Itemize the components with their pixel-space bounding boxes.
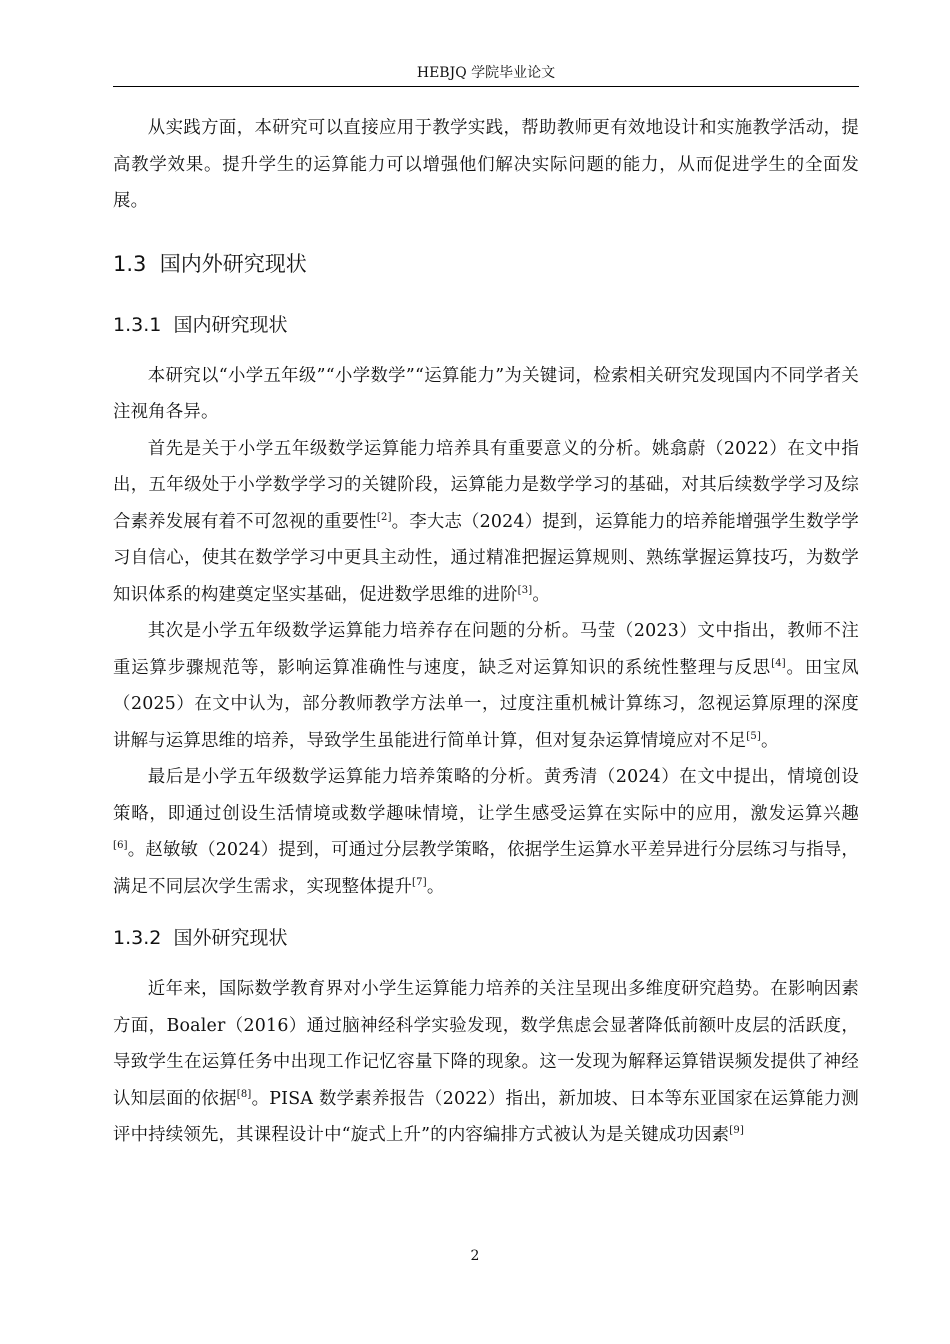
paragraph-international (113, 971, 859, 1154)
paragraph-text: 。李大志（2024）提到，运算能力的培养能增强学生数学学习自信心，使其在数学学习中更具主动性，通过精准把握运算规则、熟练掌握运算技巧，为数学知识体系的构建奠定坚实基础，促进数学思维的进阶 (113, 511, 859, 605)
paragraph-text: 从实践方面，本研究可以直接应用于教学实践，帮助教师更有效地设计和实施教学活动，提高教学效果。提升学生的运算能力可以增强他们解决实际问题的能力，从而促进学生的全面发展。 (113, 118, 859, 211)
paragraph-text: 。 (426, 876, 445, 897)
subsection-number: 1.3.2 (113, 927, 162, 949)
subsection-heading-foreign (113, 925, 859, 951)
subsection-heading-domestic (113, 312, 859, 338)
subsection-title: 国外研究现状 (173, 927, 288, 949)
header-title: HEBJQ 学院毕业论文 (416, 65, 556, 81)
citation-ref: [3] (517, 584, 533, 596)
running-header (113, 64, 859, 87)
citation-ref: [2] (376, 511, 392, 523)
paragraph-text: 。田宝凤（2025）在文中认为，部分教师教学方法单一，过度注重机械计算练习，忽视运算原理的深度讲解与运算思维的培养，导致学生虽能进行简单计算，但对复杂运算情境应对不足 (113, 657, 859, 751)
paragraph-text: 。赵敏敏（2024）提到，可通过分层教学策略，依据学生运算水平差异进行分层练习与指导，满足不同层次学生需求，实现整体提升 (113, 840, 859, 897)
section-number: 1.3 (113, 251, 147, 276)
paragraph-text: 其次是小学五年级数学运算能力培养存在问题的分析。马莹（2023）文中指出，教师不注重运算步骤规范等，影响运算准确性与速度，缺乏对运算知识的系统性整理与反思 (113, 621, 859, 678)
subsection-title: 国内研究现状 (173, 313, 288, 336)
citation-ref: [5] (746, 730, 762, 742)
paragraph-text: 。 (532, 584, 550, 605)
citation-ref: [8] (236, 1088, 252, 1100)
paragraph-text: 近年来，国际数学教育界对小学生运算能力培养的关注呈现出多维度研究趋势。在影响因素方面，Boaler（2016）通过脑神经科学实验发现，数学焦虑会显著降低前额叶皮层的活跃度，导致学生在运算任务中出现工作记忆容量下降的现象。这一发现为解释运算错误频发提供了神经认知层面的依据 (113, 979, 859, 1109)
paragraph-text: 。 (761, 730, 779, 751)
paragraph-problems (113, 613, 859, 759)
page-number-text: 2 (470, 1248, 480, 1264)
citation-ref: [7] (412, 876, 427, 888)
paragraph-text: 。PISA 数学素养报告（2022）指出，新加坡、日本等东亚国家在运算能力测评中持续领先，其课程设计中“旋式上升”的内容编排方式被认为是关键成功因素 (113, 1088, 859, 1145)
section-title: 国内外研究现状 (159, 251, 307, 276)
page-body (113, 110, 859, 1154)
citation-ref: [9] (729, 1125, 745, 1136)
paragraph-intro (113, 110, 859, 220)
paragraph-text: 最后是小学五年级数学运算能力培养策略的分析。黄秀清（2024）在文中提出，情境创设策略，即通过创设生活情境或数学趣味情境，让学生感受运算在实际中的应用，激发运算兴趣 (113, 767, 859, 824)
page-number (0, 1248, 950, 1264)
paragraph-strategies (113, 759, 859, 905)
paragraph-keywords (113, 358, 859, 431)
citation-ref: [4] (771, 657, 786, 669)
subsection-number: 1.3.1 (113, 313, 162, 336)
section-heading (113, 250, 859, 278)
paragraph-text: 首先是关于小学五年级数学运算能力培养具有重要意义的分析。姚翕蔚（2022）在文中指出，五年级处于小学数学学习的关键阶段，运算能力是数学学习的基础，对其后续数学学习及综合素养发展有着不可忽视的重要性 (113, 438, 859, 532)
citation-ref: [6] (113, 840, 128, 851)
paragraph-importance (113, 431, 859, 614)
paragraph-text: 本研究以“小学五年级”“小学数学”“运算能力”为关键词，检索相关研究发现国内不同学者关注视角各异。 (113, 365, 859, 422)
